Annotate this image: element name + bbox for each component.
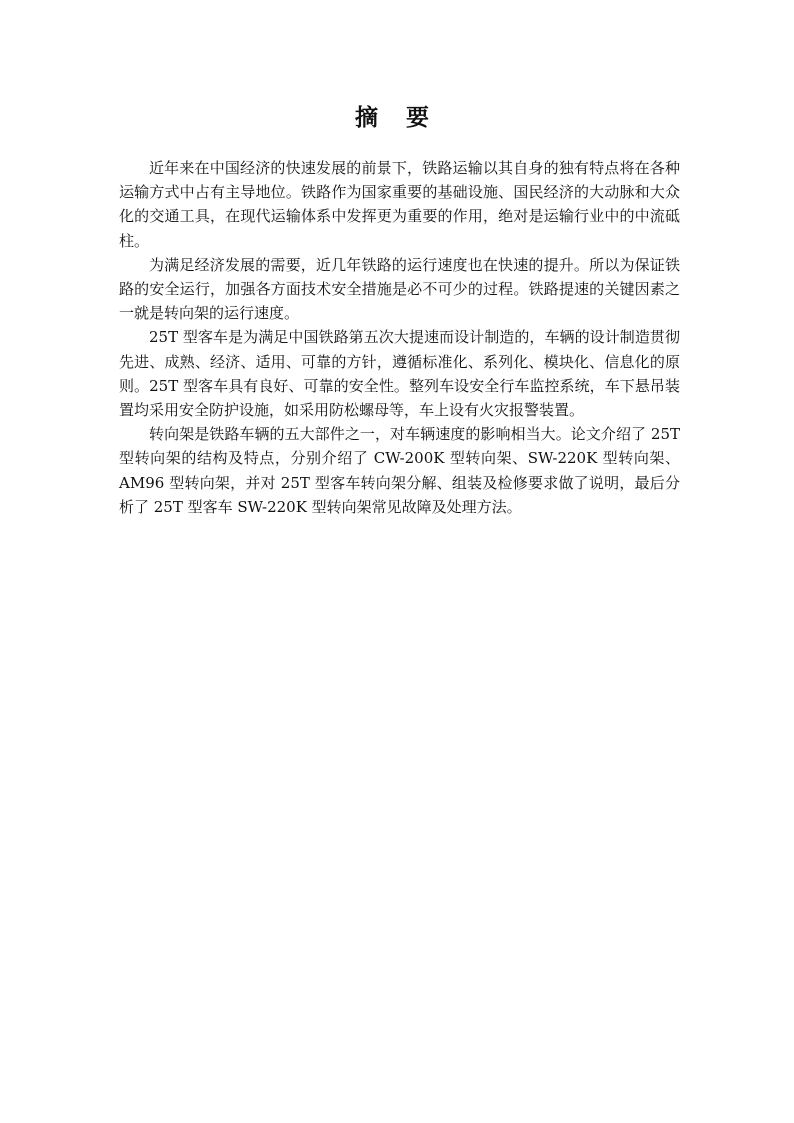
abstract-paragraph-2: 为满足经济发展的需要，近几年铁路的运行速度也在快速的提升。所以为保证铁路的安全运行，加强各方面技术安全措施是必不可少的过程。铁路提速的关键因素之一就是转向架的运行速度。 (119, 255, 680, 323)
abstract-title: 摘 要 (354, 105, 439, 131)
abstract-body (119, 156, 680, 519)
abstract-paragraph-3: 25T 型客车是为满足中国铁路第五次大提速而设计制造的，车辆的设计制造贯彻先进、成熟、经济、适用、可靠的方针，遵循标准化、系列化、模块化、信息化的原则。25T 型客车具有良好、可靠的安全性。整列车设安全行车监控系统，车下悬吊装置均采用安全防护设施，如采用防松螺母等，车上设有火灾报警装置。 (119, 328, 680, 420)
abstract-paragraph-1: 近年来在中国经济的快速发展的前景下，铁路运输以其自身的独有特点将在各种运输方式中占有主导地位。铁路作为国家重要的基础设施、国民经济的大动脉和大众化的交通工具，在现代运输体系中发挥更为重要的作用，绝对是运输行业中的中流砥柱。 (119, 159, 680, 250)
abstract-paragraph-4: 转向架是铁路车辆的五大部件之一，对车辆速度的影响相当大。论文介绍了 25T 型转向架的结构及特点，分别介绍了 CW-200K 型转向架、SW-220K 型转向架、AM96 型转向架，并对 25T 型客车转向架分解、组装及检修要求做了说明，最后分析了 25T 型客车 SW-220K 型转向架常见故障及处理方法。 (119, 425, 680, 516)
